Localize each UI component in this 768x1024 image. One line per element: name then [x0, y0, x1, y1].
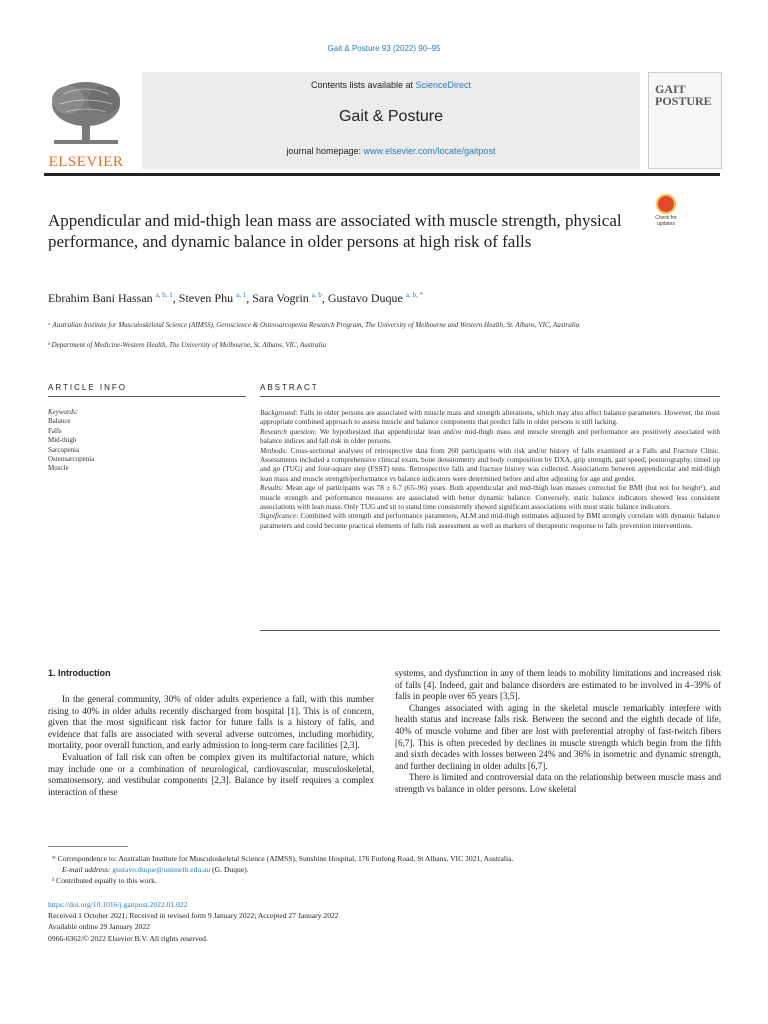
- badge-line2: updates: [657, 221, 675, 227]
- author-name[interactable]: Sara Vogrin: [252, 291, 309, 305]
- paragraph: Evaluation of fall risk can often be complex given its multifactorial nature, which may include one or a combination of neurological, cardiovascular, musculoskeletal, somatosensory, and vestibular components [2,3]. Balance by itself requires a complex interaction of these: [48, 751, 374, 797]
- author-affil[interactable]: a, 1: [236, 291, 247, 299]
- journal-cover-thumbnail: [648, 72, 722, 169]
- abstract-body: [260, 408, 720, 530]
- homepage-prefix: journal homepage:: [286, 146, 364, 156]
- publication-info: [48, 899, 718, 944]
- cover-title-line2: POSTURE: [655, 94, 712, 108]
- homepage-link[interactable]: www.elsevier.com/locate/gaitpost: [363, 146, 496, 156]
- contribution-note: ¹ Contributed equally to this work.: [52, 876, 157, 886]
- header-rule: [44, 173, 720, 176]
- left-column: [48, 694, 374, 798]
- abstract-text: We hypothesized that appendicular lean and/or mid-thigh mass and muscle strength and performance are positively associated with balance indices and fall risk in older persons.: [260, 426, 720, 446]
- badge-line1: Check for: [655, 215, 677, 221]
- sciencedirect-link[interactable]: ScienceDirect: [415, 80, 472, 90]
- abstract-text: Mean age of participants was 78 ± 6.7 (65–96) years. Both appendicular and mid-thigh lean masses corrected for BMI (but not for height²), and muscle strength and performance measures are associated with better dynamic balance. Conversely, static balance indicators showed less consistent associations with lean mass. Only TUG and sit to stand time consistently showed significant associations with most static balance indicators.: [260, 483, 720, 512]
- keyword: Osteosarcopenia: [48, 455, 95, 464]
- abstract-methods: [260, 446, 720, 484]
- abstract-significance: [260, 511, 720, 530]
- affiliation-b: ᵇ Department of Medicine-Western Health, The University of Melbourne, St. Albans, VIC, Australia: [48, 341, 327, 349]
- publisher-name: ELSEVIER: [48, 154, 124, 170]
- contents-prefix: Contents lists available at: [310, 80, 416, 90]
- affiliation-a: ᵃ Australian Institute for Musculoskeletal Science (AIMSS), Geroscience & Osteosarcopenia Research Program, The University of Melbourne and Western Health, St. Albans, VIC, Australia: [48, 321, 580, 329]
- journal-title: Gait & Posture: [338, 108, 444, 125]
- elsevier-tree-icon: [44, 78, 128, 152]
- doi-link[interactable]: https://doi.org/10.1016/j.gaitpost.2022.01.022: [48, 900, 188, 909]
- author-affil[interactable]: a, b, 1: [155, 291, 173, 299]
- abstract-label: Research question:: [260, 426, 317, 436]
- keyword: Balance: [48, 417, 71, 426]
- cover-title-line1: GAIT: [655, 82, 686, 96]
- paragraph: In the general community, 30% of older adults experience a fall, with this number rising to 40% in older adults recently discharged from hospital [1]. This is of concern, given that the most significant risk factor for future falls is a history of falls, and evidence that falls are associated with several adverse outcomes, including morbidity, mortality, poor overall function, and early admission to long-term care facilities [2,3].: [48, 694, 374, 751]
- keyword: Muscle: [48, 464, 69, 473]
- paragraph: systems, and dysfunction in any of them leads to mobility limitations and increased risk of falls [4]. Indeed, gait and balance disorders are estimated to be involved in 4–39% of falls in people over 65 years [3,5].: [395, 668, 721, 702]
- homepage-line: [142, 146, 640, 156]
- abstract-text: Falls in older persons are associated with muscle mass and strength alterations, which may also affect balance parameters. However, the most appropriate combined approach to assess muscle and balance components that predict falls in older persons is still lacking.: [260, 408, 720, 427]
- received-dates: Received 1 October 2021; Received in revised form 9 January 2022; Accepted 27 January 2022: [48, 911, 339, 921]
- abstract-label: Significance:: [260, 511, 299, 521]
- email-link[interactable]: gustavo.duque@unimelb.edu.au: [112, 865, 211, 875]
- keyword: Sarcopenia: [48, 445, 80, 454]
- footnotes: [52, 853, 722, 887]
- keywords-block: [48, 408, 94, 474]
- author-name[interactable]: Ebrahim Bani Hassan: [48, 291, 153, 305]
- abstract-heading: ABSTRACT: [260, 383, 319, 392]
- keywords-label: Keywords:: [48, 408, 79, 416]
- available-online: Available online 29 January 2022: [48, 922, 150, 932]
- right-column: [395, 668, 721, 796]
- journal-header: [44, 72, 720, 173]
- abstract-rule-bottom: [260, 630, 720, 631]
- email-label: E-mail address:: [62, 865, 113, 875]
- article-title: Appendicular and mid-thigh lean mass are associated with muscle strength, physical performance, and dynamic balance in older persons at high risk of falls: [48, 211, 622, 251]
- abstract-label: Methods:: [260, 445, 288, 455]
- author-name[interactable]: Steven Phu: [178, 291, 234, 305]
- author-affil[interactable]: a, b: [311, 291, 322, 299]
- abstract-text: Cross-sectional analyses of retrospective data from 260 participants with risk and/or history of falls examined at a Falls and Fracture Clinic. Assessments included a comprehensive clinical exam, bone densitometry and body composition by DXA, grip strength, gait speed, posturography, timed up and go (TUG) and four-square step (FSST) tests. Retrospective falls and fracture history was collected. Associations between appendicular and mid-thigh lean mass and muscle strength/performance vs balance indicators were determined before and after adjusting for age and gender.: [260, 445, 720, 483]
- email-note: [52, 864, 722, 875]
- article-info-rule: [48, 396, 246, 397]
- abstract-research-question: [260, 427, 720, 446]
- abstract-rule-top: [260, 396, 720, 397]
- copyright: 0966-6362/© 2022 Elsevier B.V. All rights reserved.: [48, 933, 208, 943]
- paragraph: Changes associated with aging in the skeletal muscle remarkably interfere with health status and increase falls risk. Between the second and the eighth decade of life, 40% of muscle volume and fiber are lost with preferential atrophy of fast-twitch fibers [6,7]. This is often preceded by declines in muscle strength which begin from the fifth and sixth decades with losses between 24% and 36% in isometric and dynamic strength, and further declining in older adults [6,7].: [395, 702, 721, 771]
- abstract-results: [260, 483, 720, 511]
- abstract-background: [260, 408, 720, 427]
- journal-banner: [142, 72, 640, 169]
- contents-line: [142, 80, 640, 90]
- check-for-updates-badge[interactable]: [648, 194, 684, 230]
- elsevier-logo[interactable]: [44, 78, 128, 170]
- keyword: Falls: [48, 426, 62, 435]
- author-name[interactable]: Gustavo Duque: [327, 291, 403, 305]
- paragraph: There is limited and controversial data on the relationship between muscle mass and strength vs balance in older persons. Low skeletal: [395, 772, 721, 794]
- keyword: Mid-thigh: [48, 436, 77, 445]
- author-affil[interactable]: a, b, *: [405, 291, 423, 299]
- author-list: Ebrahim Bani Hassan $^{a, b, 1}$, Steven Phu $^{a, 1}$, Sara Vogrin $^{a, b}$, Gustavo Duque $^{a, b, *}$: [48, 291, 423, 305]
- check-updates-icon: [656, 194, 676, 214]
- abstract-text: Combined with strength and performance parameters, ALM and mid-thigh estimates adjusted by BMI strongly correlate with dynamic balance parameters and could become practical elements of falls risk assessment as well as markers of therapeutic response to falls prevention interventions.: [260, 511, 720, 530]
- journal-reference[interactable]: Gait & Posture 93 (2022) 90–95: [327, 44, 441, 53]
- abstract-label: Background:: [260, 408, 298, 417]
- footnote-rule: [48, 846, 128, 847]
- abstract-label: Results:: [260, 483, 284, 493]
- article-info-heading: ARTICLE INFO: [48, 383, 127, 392]
- email-suffix: (G. Duque).: [210, 865, 249, 875]
- correspondence-note: * Correspondence to: Australian Institute for Musculoskeletal Science (AIMSS), Sunshine Hospital, 176 Furlong Road, St Albans, VIC 3021, Australia.: [52, 854, 514, 863]
- introduction-heading: 1. Introduction: [48, 668, 111, 678]
